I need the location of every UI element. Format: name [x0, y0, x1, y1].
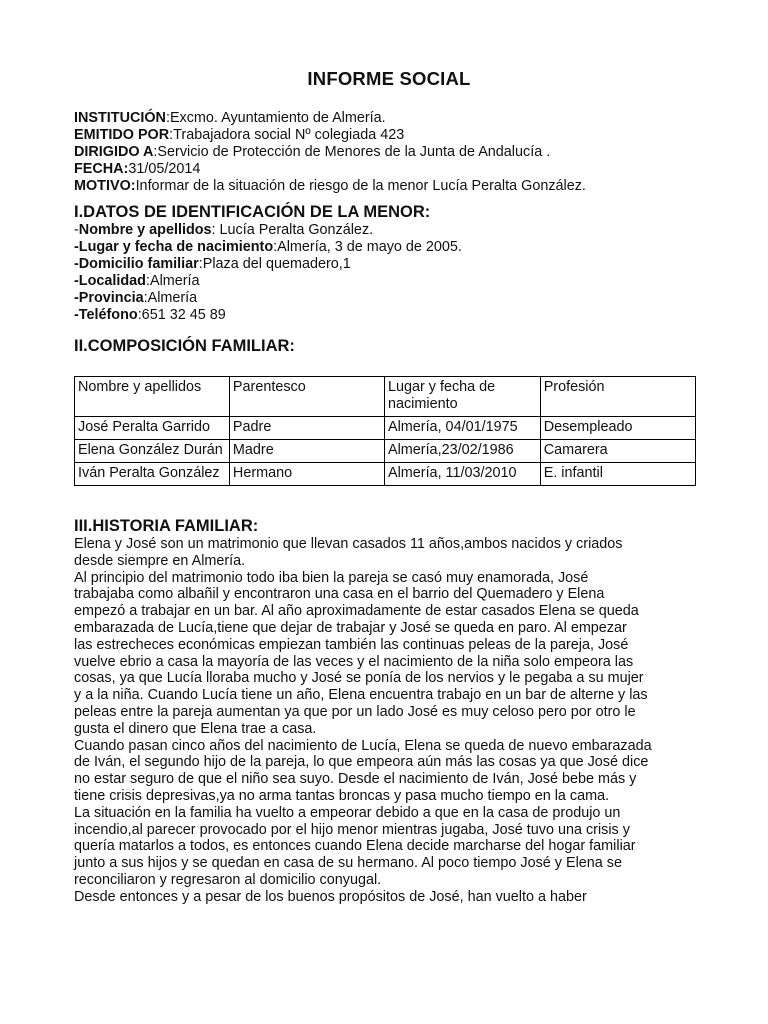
- history-line: vuelve ebrio a casa la mayoría de las veces y el nacimiento de la niña solo empeora las: [74, 653, 634, 670]
- table-row: [75, 463, 696, 486]
- history-line: Cuando pasan cinco años del nacimiento de Lucía, Elena se queda de nuevo embarazada: [74, 737, 652, 754]
- field-label: -Localidad: [74, 273, 146, 289]
- header-fecha: [74, 161, 704, 178]
- header-value: Servicio de Protección de Menores de la Junta de Andalucía .: [157, 144, 551, 160]
- table-row: [75, 440, 696, 463]
- field-lugar-fecha: [74, 239, 704, 256]
- field-value: :Almería, 3 de mayo de 2005.: [273, 239, 462, 255]
- header-emitido-por: [74, 127, 704, 144]
- history-line: tiene crisis depresivas,ya no arma tantas broncas y pasa mucho tiempo en la cama.: [74, 787, 610, 804]
- table-cell: Padre: [229, 417, 384, 440]
- table-cell: Hermano: [229, 463, 384, 486]
- history-line: trabajaba como albañil y encontraron una casa en el barrio del Quemadero y Elena: [74, 586, 605, 603]
- header-value: Informar de la situación de riesgo de la menor Lucía Peralta González.: [135, 178, 586, 194]
- field-localidad: [74, 273, 704, 290]
- header-dirigido-a: [74, 144, 704, 161]
- field-value: : Lucía Peralta González.: [211, 222, 374, 238]
- history-line: Al principio del matrimonio todo iba bien la pareja se casó muy enamorada, José: [74, 569, 589, 586]
- field-nombre: [74, 222, 704, 239]
- header-label: EMITIDO POR: [74, 127, 170, 143]
- table-header-row: [75, 377, 696, 417]
- table-row: [75, 417, 696, 440]
- field-label: -Teléfono: [74, 307, 138, 323]
- table-cell: Almería, 11/03/2010: [384, 463, 540, 486]
- family-history-text: [74, 536, 704, 906]
- field-label: -Provincia: [74, 290, 144, 306]
- history-line: no estar seguro de que el niño sea suyo. Desde el nacimiento de Iván, José bebe más y: [74, 771, 637, 788]
- table-header-cell: Parentesco: [229, 377, 384, 417]
- header-label: DIRIGIDO A: [74, 144, 154, 160]
- header-institucion: [74, 110, 704, 127]
- history-line: desde siempre en Almería.: [74, 552, 246, 569]
- field-domicilio: [74, 256, 704, 273]
- history-line: gusta el dinero que Elena trae a casa.: [74, 720, 317, 737]
- field-telefono: [74, 307, 704, 324]
- history-line: incendio,al parecer provocado por el hijo menor mientras jugaba, José tuvo una crisis y: [74, 821, 630, 838]
- header-sep: :: [169, 127, 174, 143]
- table-header-cell: Profesión: [540, 377, 695, 417]
- table-cell: Almería,23/02/1986: [384, 440, 540, 463]
- history-line: La situación en la familia ha vuelto a empeorar debido a que en la casa de produjo un: [74, 804, 621, 821]
- history-line: las estrecheces económicas empiezan también las continuas peleas de la pareja, José: [74, 636, 629, 653]
- table-cell: Desempleado: [540, 417, 695, 440]
- field-label: -Domicilio familiar: [74, 256, 199, 272]
- report-header: [74, 110, 704, 195]
- field-value: :Almería: [143, 290, 198, 306]
- document-page: [74, 68, 704, 906]
- header-label: FECHA:: [74, 161, 129, 177]
- history-line: empezó a trabajar en un bar. Al año aproximadamente de estar casados Elena se queda: [74, 603, 639, 620]
- history-line: cosas, ya que Lucía lloraba mucho y José se ponía de los nervios y le pegaba a su mujer: [74, 670, 644, 687]
- history-line: peleas entre la pareja aumentan ya que por un lado José es muy celoso pero por otro le: [74, 703, 636, 720]
- header-value: 31/05/2014: [128, 161, 201, 177]
- family-table: [74, 376, 696, 486]
- header-sep: :: [165, 110, 170, 126]
- history-line: junto a sus hijos y se quedan en casa de su hermano. Al poco tiempo José y Elena se: [74, 855, 622, 872]
- history-line: quería matarlos a todos, es entonces cuando Elena decide marcharse del hogar familiar: [74, 838, 636, 855]
- field-provincia: [74, 290, 704, 307]
- field-prefix: -: [74, 222, 79, 238]
- table-cell: Elena González Durán: [75, 440, 230, 463]
- field-label: Nombre y apellidos: [78, 222, 212, 238]
- table-header-cell: Lugar y fecha de nacimiento: [384, 377, 540, 417]
- header-label: INSTITUCIÓN: [74, 110, 166, 126]
- header-sep: :: [153, 144, 158, 160]
- history-line: embarazada de Lucía,tiene que dejar de trabajar y José se queda en paro. Al empezar: [74, 619, 627, 636]
- section-heading-historia: III.HISTORIA FAMILIAR:: [74, 517, 259, 535]
- history-line: Elena y José son un matrimonio que llevan casados 11 años,ambos nacidos y criados: [74, 536, 623, 552]
- section-heading-composicion: II.COMPOSICIÓN FAMILIAR:: [74, 337, 295, 355]
- field-value: :Almería: [145, 273, 200, 289]
- history-line: de Iván, el segundo hijo de la pareja, lo que empeora aún más las cosas ya que José dice: [74, 754, 649, 771]
- header-value: Excmo. Ayuntamiento de Almería.: [169, 110, 386, 126]
- table-cell: Almería, 04/01/1975: [384, 417, 540, 440]
- table-cell: Iván Peralta González: [75, 463, 230, 486]
- header-label: MOTIVO:: [74, 178, 136, 194]
- field-value: :651 32 45 89: [137, 307, 226, 323]
- table-cell: E. infantil: [540, 463, 695, 486]
- document-title: INFORME SOCIAL: [307, 68, 471, 89]
- history-line: Desde entonces y a pesar de los buenos propósitos de José, han vuelto a haber: [74, 888, 587, 905]
- field-value: :Plaza del quemadero,1: [198, 256, 351, 272]
- table-cell: Camarera: [540, 440, 695, 463]
- section-heading-datos: I.DATOS DE IDENTIFICACIÓN DE LA MENOR:: [74, 203, 431, 221]
- table-cell: Madre: [229, 440, 384, 463]
- history-line: y a la niña. Cuando Lucía tiene un año, Elena encuentra trabajo en un bar de alterne y las: [74, 687, 648, 704]
- field-label: -Lugar y fecha de nacimiento: [74, 239, 274, 255]
- table-cell: José Peralta Garrido: [75, 417, 230, 440]
- table-header-cell: Nombre y apellidos: [75, 377, 230, 417]
- identification-fields: [74, 222, 704, 324]
- header-motivo: [74, 178, 704, 195]
- header-value: Trabajadora social Nº colegiada 423: [173, 127, 405, 143]
- history-line: reconciliaron y regresaron al domicilio conyugal.: [74, 871, 382, 888]
